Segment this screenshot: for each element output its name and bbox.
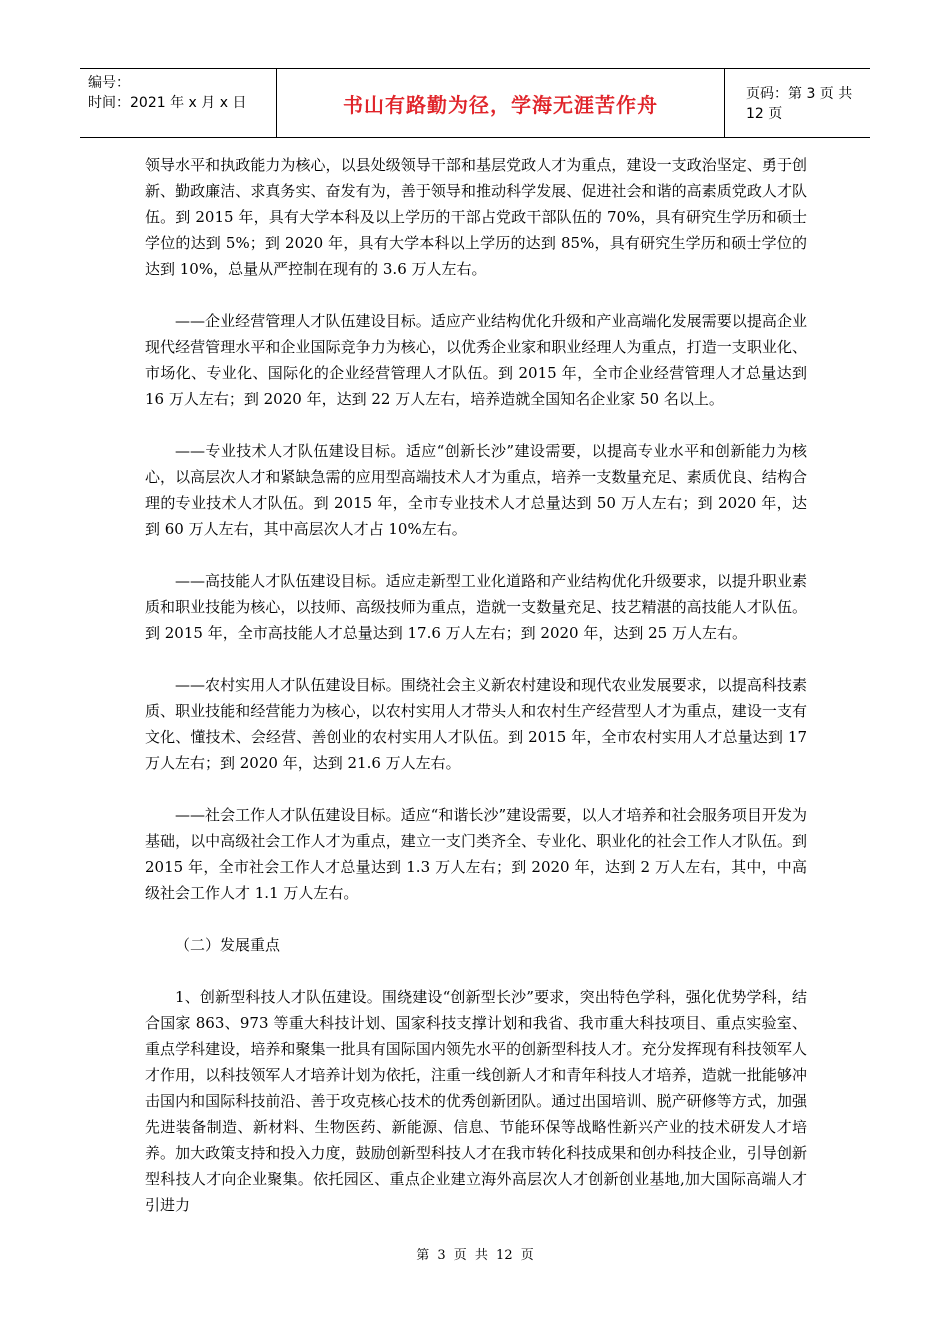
- section-heading-development-focus: （二）发展重点: [175, 936, 281, 954]
- paragraph-high-skill: ——高技能人才队伍建设目标。适应走新型工业化道路和产业结构优化升级要求，以提升职业素质和职业技能为核心，以技师、高级技师为重点，造就一支数量充足、技艺精湛的高技能人才队伍。到 2015 年，全市高技能人才总量达到 17.6 万人左右；到 2020 年，达到 25 万人左右。: [145, 572, 807, 642]
- header-page-info: 页码：第 3 页 共 12 页: [746, 86, 853, 122]
- paragraph-rural-practical: ——农村实用人才队伍建设目标。围绕社会主义新农村建设和现代农业发展要求，以提高科技素质、职业技能和经营能力为核心，以农村实用人才带头人和农村生产经营型人才为重点，建设一支有文化、懂技术、会经营、善创业的农村实用人才队伍。到 2015 年，全市农村实用人才总量达到 17 万人左右；到 2020 年，达到 21.6 万人左右。: [145, 676, 807, 772]
- header-meta-cell: [80, 69, 277, 137]
- doc-number: 编号：: [88, 75, 130, 91]
- paragraph-professional-technical: ——专业技术人才队伍建设目标。适应“创新长沙”建设需要，以提高专业水平和创新能力为核心，以高层次人才和紧缺急需的应用型高端技术人才为重点，培养一支数量充足、素质优良、结构合理的专业技术人才队伍。到 2015 年，全市专业技术人才总量达到 50 万人左右；到 2020 年，达到 60 万人左右，其中高层次人才占 10%左右。: [145, 442, 807, 538]
- paragraph-social-work: ——社会工作人才队伍建设目标。适应“和谐长沙”建设需要，以人才培养和社会服务项目开发为基础，以中高级社会工作人才为重点，建立一支门类齐全、专业化、职业化的社会工作人才队伍。到 2015 年，全市社会工作人才总量达到 1.3 万人左右；到 2020 年，达到 2 万人左右，其中，中高级社会工作人才 1.1 万人左右。: [145, 806, 807, 902]
- paragraph-party-cadre-continued: 领导水平和执政能力为核心，以县处级领导干部和基层党政人才为重点，建设一支政治坚定、勇于创新、勤政廉洁、求真务实、奋发有为，善于领导和推动科学发展、促进社会和谐的高素质党政人才队伍。到 2015 年，具有大学本科及以上学历的干部占党政干部队伍的 70%，具有研究生学历和硕士学位的达到 5%；到 2020 年，具有大学本科以上学历的达到 85%，具有研究生学历和硕士学位的达到 10%，总量从严控制在现有的 3.6 万人左右。: [145, 156, 807, 278]
- document-body: [145, 152, 807, 1218]
- page-header: [80, 68, 870, 138]
- paragraph-innovative-talent: 1、创新型科技人才队伍建设。围绕建设“创新型长沙”要求，突出特色学科，强化优势学科，结合国家 863、973 等重大科技计划、国家科技支撑计划和我省、我市重大科技项目、重点实验室、重点学科建设，培养和聚集一批具有国际国内领先水平的创新型科技人才。充分发挥现有科技领军人才作用，以科技领军人才培养计划为依托，注重一线创新人才和青年科技人才培养，造就一批能够冲击国内和国际科技前沿、善于攻克核心技术的优秀创新团队。通过出国培训、脱产研修等方式，加强先进装备制造、新材料、生物医药、新能源、信息、节能环保等战略性新兴产业的技术研发人才培养。加大政策支持和投入力度，鼓励创新型科技人才在我市转化科技成果和创办科技企业，引导创新型科技人才向企业聚集。依托园区、重点企业建立海外高层次人才创新创业基地,加大国际高端人才引进力: [145, 988, 807, 1214]
- header-motto: 书山有路勤为径，学海无涯苦作舟: [277, 69, 725, 137]
- paragraph-enterprise-management: ——企业经营管理人才队伍建设目标。适应产业结构优化升级和产业高端化发展需要以提高企业现代经营管理水平和企业国际竞争力为核心，以优秀企业家和职业经理人为重点，打造一支职业化、市场化、专业化、国际化的企业经营管理人才队伍。到 2015 年，全市企业经营管理人才总量达到 16 万人左右；到 2020 年，达到 22 万人左右，培养造就全国知名企业家 50 名以上。: [145, 312, 807, 408]
- page-footer: 第 3 页 共 12 页: [416, 1248, 534, 1263]
- doc-date: 时间：2021 年 x 月 x 日: [88, 95, 247, 111]
